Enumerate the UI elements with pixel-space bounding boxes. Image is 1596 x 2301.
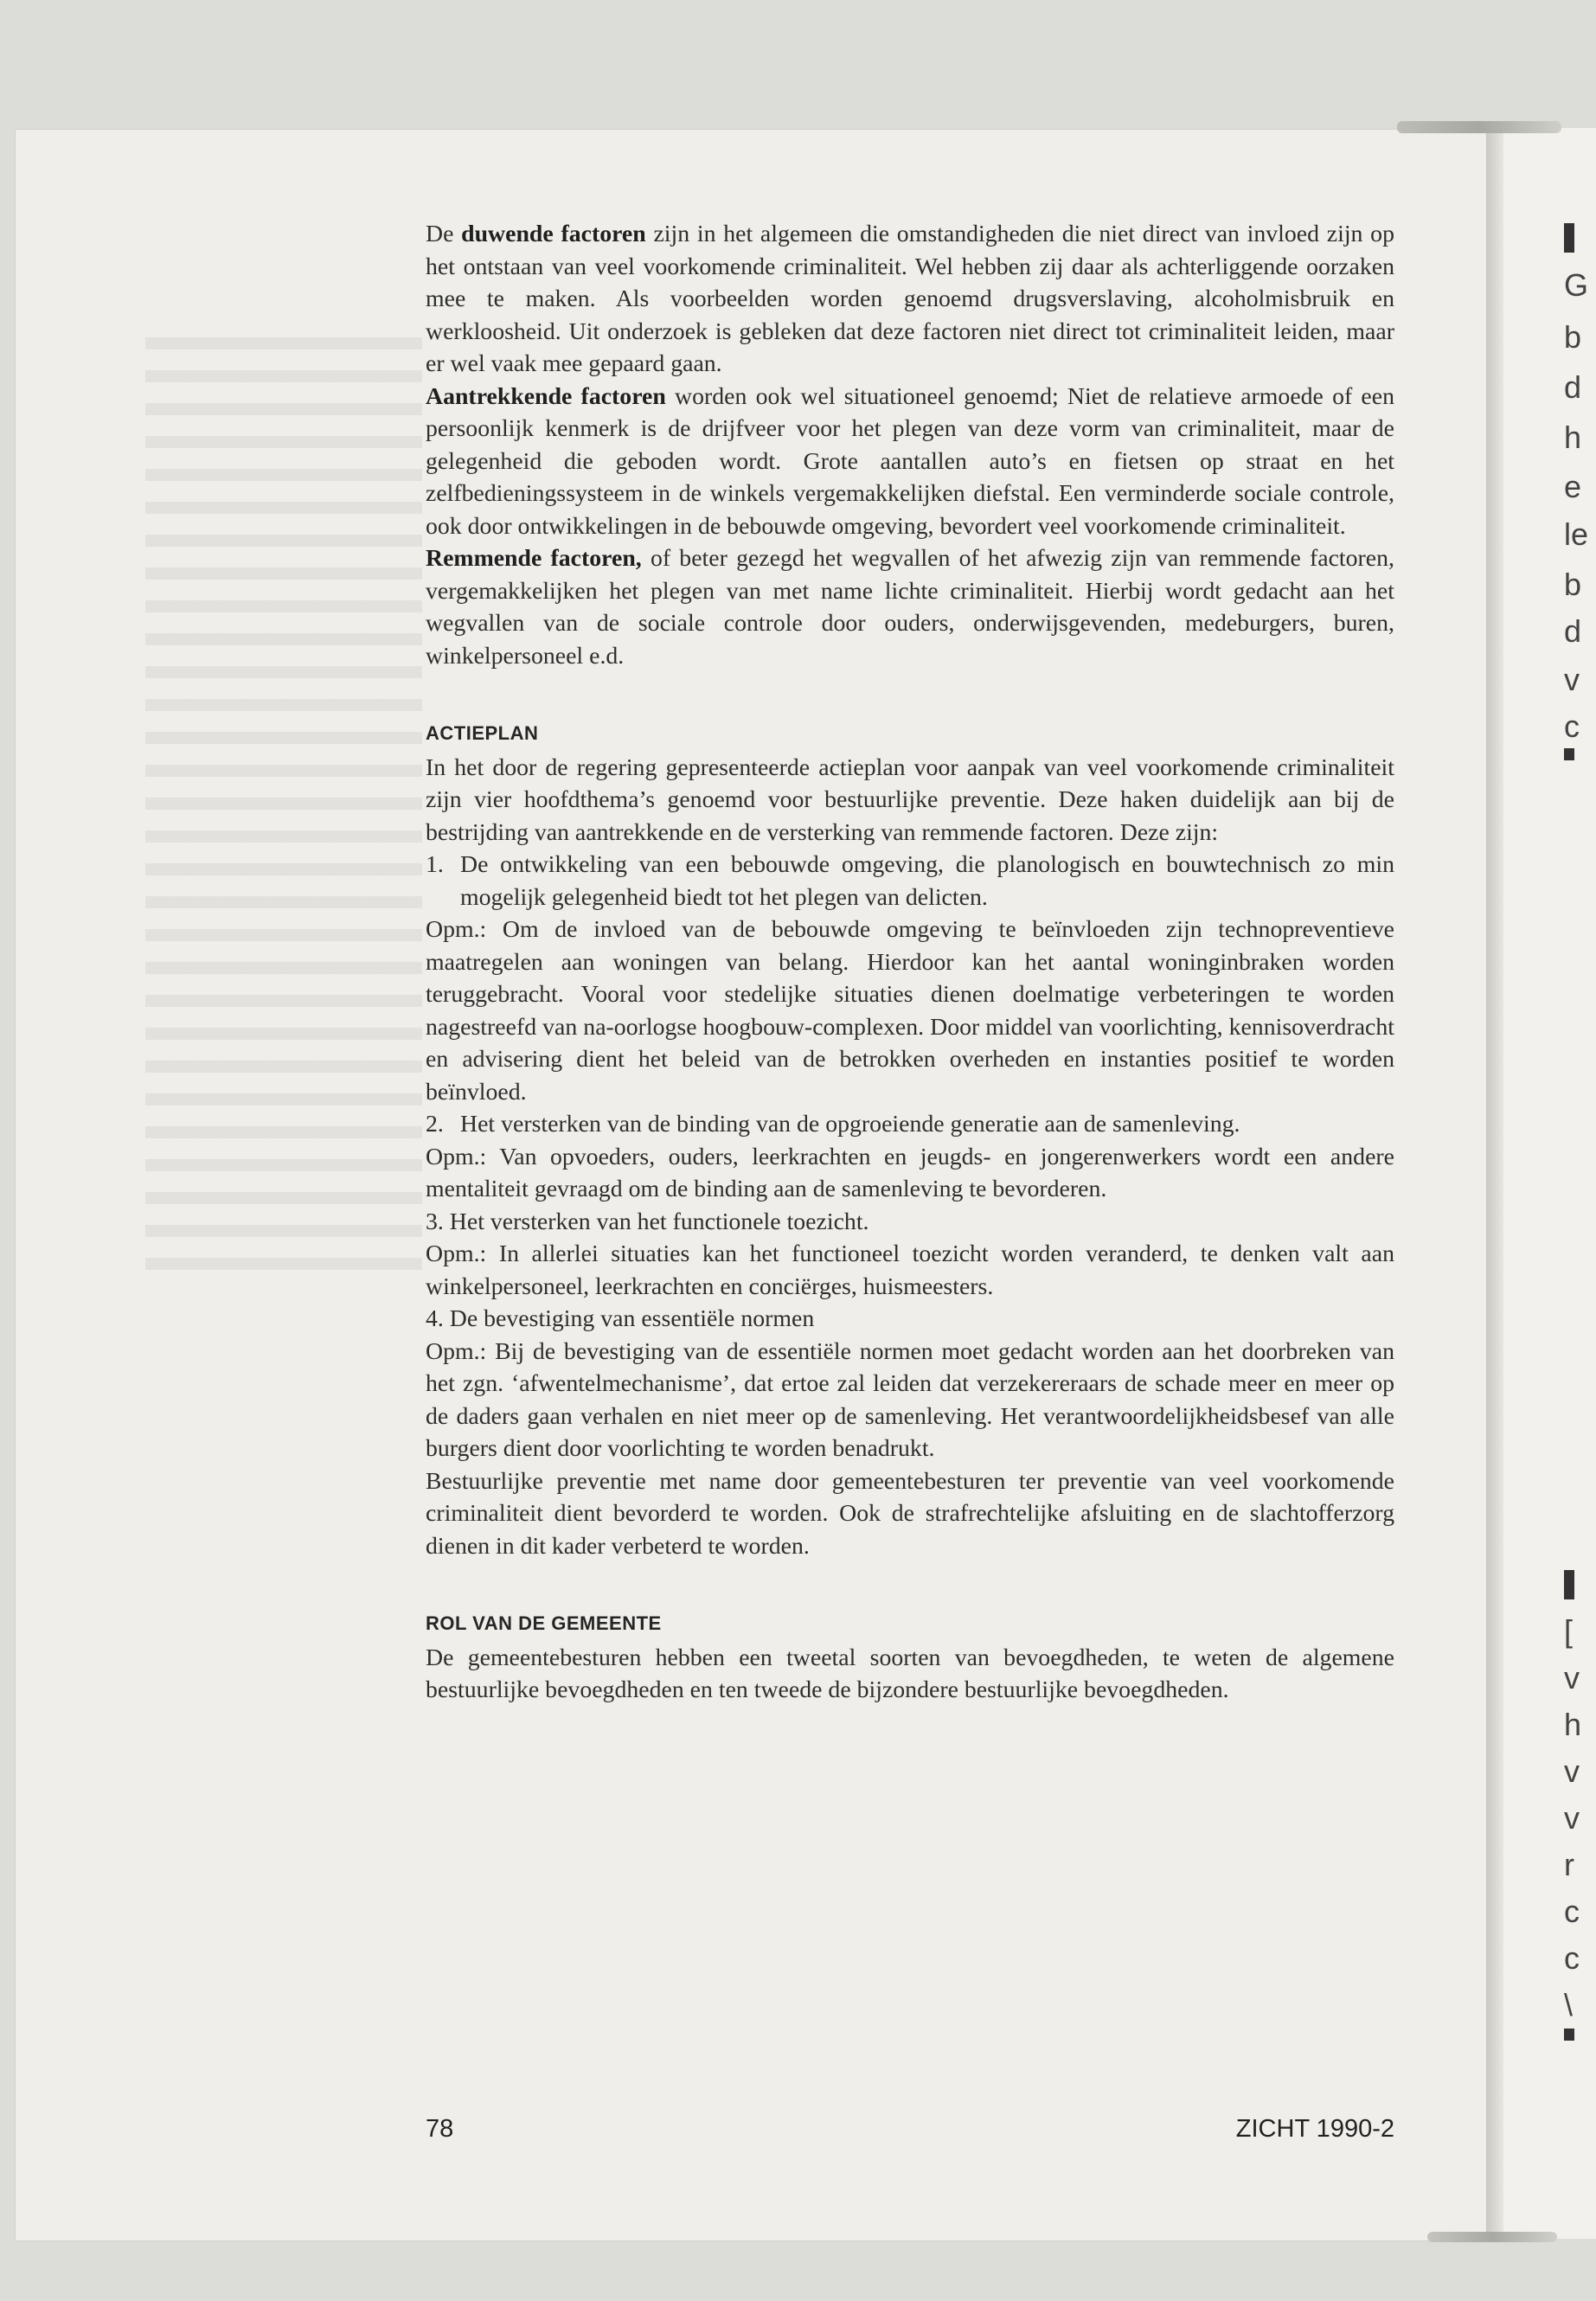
facing-page-marker bbox=[1564, 223, 1574, 253]
facing-page-letter: v bbox=[1564, 1660, 1580, 1695]
paragraph-text: of beter gezegd het wegvallen of het afwezig zijn van remmende factoren, vergemakkelijken het plegen van met name lichte criminaliteit. Hierbij wordt gedacht aan het wegvallen van de sociale controle door ouders, onderwijsgevenden, medeburgers, buren, winkelpersoneel e.d. bbox=[426, 545, 1394, 670]
list-item: 4. De bevestiging van essentiële normen bbox=[426, 1305, 815, 1332]
page-edge bbox=[1486, 128, 1503, 2239]
paragraph-remmende bbox=[426, 542, 1394, 672]
paragraph-duwende bbox=[426, 218, 1394, 381]
facing-page-letter: G bbox=[1564, 267, 1589, 303]
bleed-through-text bbox=[145, 337, 422, 1289]
facing-page-letter: v bbox=[1564, 1753, 1580, 1789]
bold-term: Aantrekkende factoren bbox=[426, 382, 666, 410]
article-body bbox=[426, 218, 1394, 1707]
facing-page-letter: c bbox=[1564, 708, 1580, 744]
facing-page-letter: b bbox=[1564, 567, 1582, 602]
facing-page-letter: d bbox=[1564, 369, 1582, 405]
facing-page-letter: \ bbox=[1564, 1987, 1574, 2022]
section-heading-actieplan: ACTIEPLAN bbox=[426, 722, 539, 744]
facing-page-letter: c bbox=[1564, 1894, 1580, 1929]
bottom-smudge bbox=[1427, 2232, 1557, 2242]
list-item bbox=[426, 849, 1394, 913]
facing-page-letter: b bbox=[1564, 319, 1582, 355]
page-number: 78 bbox=[426, 2115, 454, 2143]
facing-page-marker bbox=[1564, 2029, 1574, 2041]
opmerking: Opm.: Om de invloed van de bebouwde omgeving te beïnvloeden zijn technopreventieve maatregelen aan woningen van belang. Hierdoor kan het aantal woninginbraken worden teruggebracht. Vooral voor stedelijke situaties dienen doelmatige verbeteringen te worden nagestreefd van na-oorlogse hoogbouw-complexen. Door middel van voorlichting, kennisoverdracht en advisering dient het beleid van de betrokken overheden en instanties positief te worden beïnvloed. bbox=[426, 916, 1394, 1106]
facing-page-marker bbox=[1564, 1570, 1574, 1599]
list-number: 1. bbox=[426, 851, 444, 878]
list-text: Het versterken van de binding van de opgroeiende generatie aan de samenleving. bbox=[460, 1111, 1240, 1138]
facing-page-letter: le bbox=[1564, 516, 1589, 552]
facing-page-letter: e bbox=[1564, 469, 1582, 504]
actieplan-closing: Bestuurlijke preventie met name door gemeentebesturen ter preventie van veel voorkomende criminaliteit dient bevorderd te worden. Ook de strafrechtelijke afsluiting en de slachtofferzorg dienen in dit kader verbeterd te worden. bbox=[426, 1467, 1394, 1560]
paragraph-text: worden ook wel situationeel genoemd; Niet de relatieve armoede of een persoonlijk kenmerk is de drijfveer voor het plegen van deze vorm van criminaliteit, maar de gelegenheid die geboden wordt. Grote aantallen auto’s en fietsen op straat en het zelfbedieningssysteem in de winkels vergemakkelijken diefstal. Een verminderde sociale controle, ook door ontwikkelingen in de bebouwde omgeving, bevordert veel voorkomende criminaliteit. bbox=[426, 382, 1394, 540]
facing-page-letter: h bbox=[1564, 420, 1582, 455]
bold-term: Remmende factoren, bbox=[426, 545, 642, 572]
facing-page-letter: [ bbox=[1564, 1613, 1574, 1649]
list-number: 2. bbox=[426, 1111, 444, 1138]
opmerking: Opm.: Bij de bevestiging van de essentiële normen moet gedacht worden aan het doorbreken van het zgn. ‘afwentelmechanisme’, dat ertoe zal leiden dat verzekereraars de schade meer en meer op de daders gaan verhalen en niet meer op de samenleving. Het verantwoordelijkheidsbesef van alle burgers dient door voorlichting te worden benadrukt. bbox=[426, 1337, 1394, 1462]
list-text: De ontwikkeling van een bebouwde omgeving, die planologisch en bouwtechnisch zo min mogelijk gelegenheid biedt tot het plegen van delicten. bbox=[460, 851, 1394, 911]
section-heading-gemeente: ROL VAN DE GEMEENTE bbox=[426, 1612, 662, 1634]
top-smudge bbox=[1397, 121, 1561, 133]
paragraph-text: zijn in het algemeen die omstandigheden die niet direct van invloed zijn op het ontstaan van veel voorkomende criminaliteit. Wel hebben zij daar als achterliggende oorzaken mee te maken. Als voorbeelden worden genoemd drugsverslaving, alcoholmisbruik en werkloosheid. Uit onderzoek is gebleken dat deze factoren niet direct tot criminaliteit leiden, maar er wel vaak mee gepaard gaan. bbox=[426, 221, 1394, 377]
facing-page-letter: h bbox=[1564, 1707, 1582, 1742]
opmerking: Opm.: In allerlei situaties kan het functioneel toezicht worden veranderd, te denken valt aan winkelpersoneel, leerkrachten en conciërges, huismeesters. bbox=[426, 1240, 1394, 1300]
facing-page-letter: d bbox=[1564, 613, 1582, 649]
facing-page-letter: c bbox=[1564, 1940, 1580, 1976]
facing-page-marker bbox=[1564, 748, 1574, 760]
bold-term: duwende factoren bbox=[461, 221, 646, 247]
journal-issue: ZICHT 1990-2 bbox=[1235, 2115, 1394, 2143]
actieplan-intro: In het door de regering gepresenteerde actieplan voor aanpak van veel voorkomende criminaliteit zijn vier hoofdthema’s genoemd voor bestuurlijke preventie. Deze haken duidelijk aan bij de bestrijding van aantrekkende en de versterking van remmende factoren. Deze zijn: bbox=[426, 753, 1394, 846]
paragraph-text: De bbox=[426, 221, 462, 247]
facing-page-letter: r bbox=[1564, 1847, 1574, 1882]
list-item: 3. Het versterken van het functionele toezicht. bbox=[426, 1208, 869, 1235]
gemeente-text: De gemeentebesturen hebben een tweetal soorten van bevoegdheden, te weten de algemene bestuurlijke bevoegdheden en ten tweede de bijzondere bestuurlijke bevoegdheden. bbox=[426, 1644, 1394, 1703]
opmerking: Opm.: Van opvoeders, ouders, leerkrachten en jeugds- en jongerenwerkers wordt een andere mentaliteit gevraagd om de binding aan de samenleving te bevorderen. bbox=[426, 1143, 1394, 1202]
facing-page-letter: v bbox=[1564, 1800, 1580, 1836]
paragraph-aantrekkende bbox=[426, 381, 1394, 543]
list-item bbox=[426, 1108, 1394, 1141]
facing-page-letter: v bbox=[1564, 662, 1580, 697]
